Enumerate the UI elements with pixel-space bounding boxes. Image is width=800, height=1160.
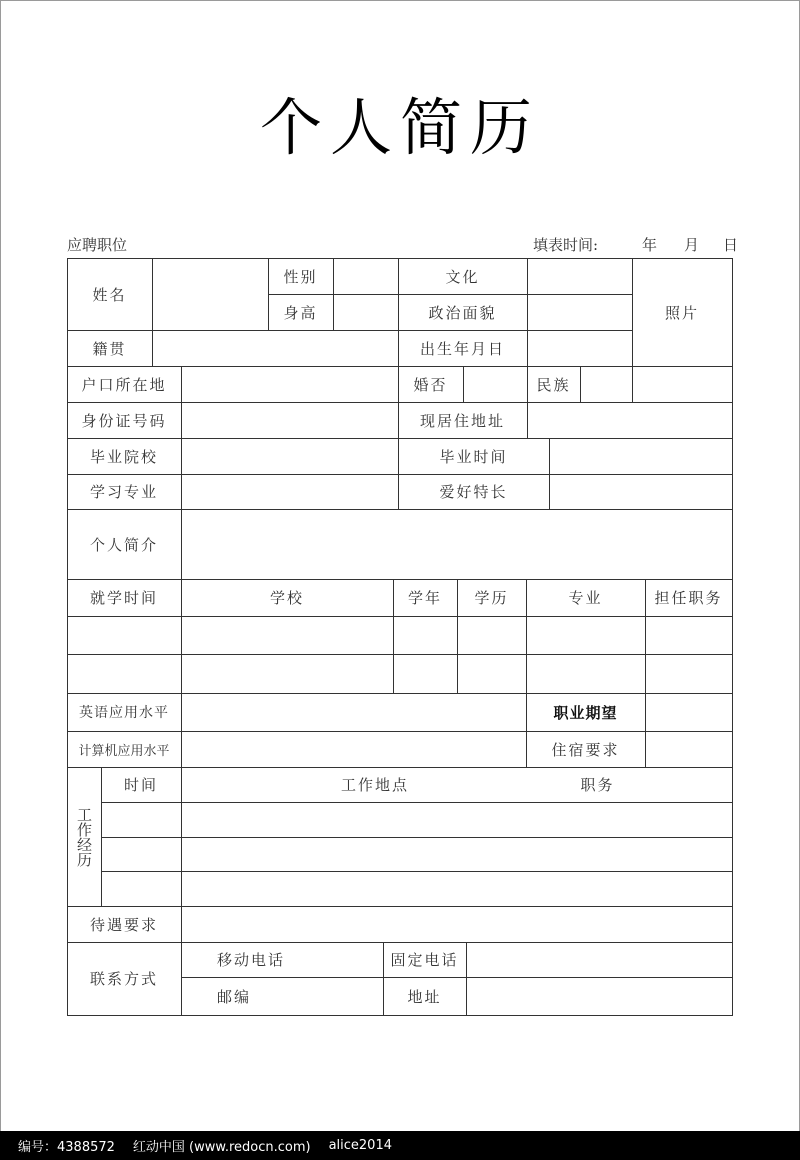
work-header-time: 时间	[123, 776, 158, 794]
label-current-address: 现居住地址	[419, 411, 505, 430]
edu-header-major: 专业	[568, 589, 603, 607]
edu-header-school: 学校	[269, 589, 304, 607]
graduated-school-field[interactable]	[182, 439, 397, 473]
ethnicity-field[interactable]	[581, 367, 631, 401]
label-landline: 固定电话	[390, 951, 459, 969]
label-graduation-time: 毕业时间	[439, 447, 508, 466]
edu-row2-major[interactable]	[527, 655, 644, 692]
label-birth-date: 出生年月日	[419, 339, 505, 358]
fill-date-label: 填表时间:	[533, 236, 599, 254]
label-gender: 性别	[283, 267, 318, 286]
id-number-field[interactable]	[182, 403, 397, 437]
extra-field[interactable]	[633, 367, 731, 401]
work-row1-time[interactable]	[102, 803, 180, 836]
native-place-field[interactable]	[153, 331, 397, 365]
edu-row2-degree[interactable]	[458, 655, 525, 692]
household-location-field[interactable]	[182, 367, 397, 401]
author-credit: alice2014	[328, 1138, 392, 1153]
label-political-status: 政治面貌	[428, 303, 497, 322]
hobbies-field[interactable]	[550, 475, 731, 508]
label-major: 学习专业	[89, 483, 158, 501]
label-address: 地址	[407, 987, 442, 1006]
work-row3-details[interactable]	[182, 872, 731, 905]
label-work-history: 工作经历	[75, 806, 93, 867]
position-label: 应聘职位	[67, 236, 128, 254]
month-label: 月	[684, 236, 700, 254]
label-mobile: 移动电话	[217, 951, 286, 969]
label-native-place: 籍贯	[92, 339, 127, 358]
label-height: 身高	[283, 303, 318, 322]
marital-status-field[interactable]	[464, 367, 526, 401]
edu-row1-position[interactable]	[646, 617, 731, 653]
label-introduction: 个人简介	[89, 535, 158, 554]
english-level-field[interactable]	[182, 694, 525, 730]
table-border-bottom	[67, 1015, 733, 1016]
address-field[interactable]	[467, 978, 731, 1014]
birth-date-field[interactable]	[528, 331, 631, 365]
label-contact: 联系方式	[89, 970, 158, 988]
edu-row1-year[interactable]	[394, 617, 456, 653]
political-status-field[interactable]	[528, 295, 631, 329]
label-salary-requirement: 待遇要求	[89, 915, 158, 934]
label-hobbies: 爱好特长	[439, 483, 508, 501]
label-education: 文化	[445, 267, 480, 286]
computer-level-field[interactable]	[182, 732, 525, 766]
current-address-field[interactable]	[528, 403, 731, 437]
edu-row2-year[interactable]	[394, 655, 456, 692]
edu-row2-school[interactable]	[182, 655, 392, 692]
year-label: 年	[642, 236, 658, 254]
work-header-location: 工作地点	[340, 776, 409, 794]
edu-header-year: 学年	[407, 589, 442, 607]
label-ethnicity: 民族	[536, 375, 571, 394]
height-field[interactable]	[334, 295, 397, 329]
work-row1-details[interactable]	[182, 803, 731, 836]
accommodation-field[interactable]	[646, 732, 731, 766]
edu-row1-school[interactable]	[182, 617, 392, 653]
edu-header-degree: 学历	[474, 589, 509, 607]
photo-box[interactable]: 照片	[664, 303, 699, 322]
edu-header-position: 担任职务	[654, 589, 723, 607]
career-expectation-field[interactable]	[646, 694, 731, 730]
work-header-position: 职务	[580, 776, 615, 794]
major-field[interactable]	[182, 475, 397, 508]
edu-row1-time[interactable]	[68, 617, 180, 653]
edu-header-time: 就学时间	[89, 589, 158, 607]
day-label: 日	[723, 236, 739, 254]
watermark-bar	[0, 1131, 800, 1160]
graduation-time-field[interactable]	[550, 439, 731, 473]
label-id-number: 身份证号码	[81, 411, 167, 430]
label-postcode: 邮编	[217, 987, 252, 1006]
table-border-right	[732, 258, 733, 1015]
work-row2-time[interactable]	[102, 838, 180, 870]
edu-row2-position[interactable]	[646, 655, 731, 692]
edu-row1-degree[interactable]	[458, 617, 525, 653]
label-graduated-school: 毕业院校	[89, 447, 158, 466]
label-career-expectation: 职业期望	[553, 703, 618, 722]
gender-field[interactable]	[334, 259, 397, 293]
introduction-field[interactable]	[182, 510, 731, 578]
image-id: 编号：4388572	[18, 1140, 115, 1155]
name-field[interactable]	[153, 259, 267, 329]
label-english-level: 英语应用水平	[79, 705, 169, 721]
landline-field[interactable]	[467, 943, 731, 976]
edu-row2-time[interactable]	[68, 655, 180, 692]
work-row2-details[interactable]	[182, 838, 731, 870]
label-name: 姓名	[92, 285, 127, 304]
label-accommodation: 住宿要求	[551, 740, 620, 759]
edu-row1-major[interactable]	[527, 617, 644, 653]
label-marital-status: 婚否	[413, 375, 448, 394]
label-household-location: 户口所在地	[81, 375, 167, 394]
salary-requirement-field[interactable]	[182, 907, 731, 941]
page-title: 个人简历	[259, 91, 540, 164]
site-credit: 红动中国 (www.redocn.com)	[132, 1140, 311, 1155]
work-history-section	[67, 767, 101, 906]
work-row3-time[interactable]	[102, 872, 180, 905]
education-field[interactable]	[528, 259, 631, 293]
label-computer-level: 计算机应用水平	[78, 743, 170, 759]
